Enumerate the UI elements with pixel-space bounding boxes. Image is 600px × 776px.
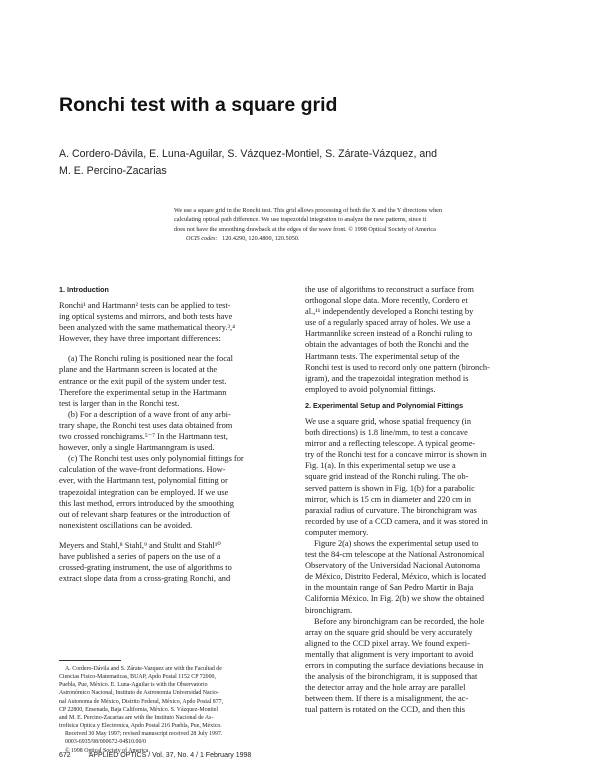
paragraph (59, 540, 298, 584)
ocis-label: OCIS codes: (186, 234, 218, 242)
text-line: al.,¹¹ independently developed a Ronchi testing by (305, 307, 474, 317)
text-line: the detector array and the hole array are parallel (305, 683, 466, 693)
footnote-line: trofisica Optica y Electronica, Apdo Postal 216 Puebla, Pue, México. (59, 723, 222, 730)
abstract-line: calculating optical path difference. We use trapezoidal integration to analyze the new patterns, since it (174, 216, 427, 224)
text-line: (a) The Ronchi ruling is positioned near the focal (68, 354, 233, 364)
text-line: the use of algorithms to reconstruct a surface from (305, 285, 474, 294)
text-line: use of a regularly spaced array of holes. We use a (305, 318, 471, 328)
text-line: aligned to the CCD pixel array. We found experi- (305, 638, 470, 648)
list-item-a (59, 353, 298, 408)
abstract (174, 206, 546, 243)
text-line: between them. If there is a misalignment, the ac- (305, 694, 469, 704)
text-line: have published a series of papers on the use of a (59, 551, 221, 561)
list-item-b (59, 409, 298, 453)
text-line: computer memory. (305, 527, 369, 537)
author-list (59, 146, 479, 180)
paragraph (305, 616, 544, 716)
right-column (305, 284, 544, 715)
text-line: However, they have three important differences: (59, 334, 221, 344)
text-line: Figure 2(a) shows the experimental setup used to (314, 538, 479, 548)
author-line: A. Cordero-Dávila, E. Luna-Aguilar, S. Vázquez-Montiel, S. Zárate-Vázquez, and (59, 148, 438, 160)
text-line: entrance or the exit pupil of the system under test. (59, 376, 227, 386)
text-line: in the mountain range of San Pedro Martir in Baja (305, 583, 474, 593)
footnote-line: and M. E. Percino-Zacarias are with the Instituto Nacional de As- (59, 714, 214, 721)
text-line: served pattern is shown in Fig. 1(b) for a parabolic (305, 483, 475, 493)
text-line: California México. In Fig. 2(b) we show the obtained (305, 594, 485, 604)
text-line: bironchigram. (305, 605, 353, 615)
text-line: (b) For a description of a wave front of any arbi- (68, 409, 231, 419)
section-heading-introduction: 1. Introduction (59, 285, 109, 294)
text-line: paraxial radius of curvature. The bironchigram was (305, 505, 477, 515)
page-footer (59, 752, 251, 759)
text-line: both directions) is 1.8 line/mm, to test a concave (305, 428, 468, 438)
text-line: crossed-grating instrument, the use of algorithms to (59, 563, 232, 573)
text-line: Fig. 1(a). In this experimental setup we use a (305, 461, 456, 471)
text-line: been analyzed with the same mathematical theory.³,⁴ (59, 323, 236, 333)
text-line: test is larger than in the Ronchi test. (59, 398, 180, 408)
text-line: nonexistent oscillations can be avoided. (59, 520, 193, 530)
text-line: trary shape, the Ronchi test uses data obtained from (59, 420, 233, 430)
text-line: Observatory of the Universidad Nacional Autonoma (305, 561, 481, 571)
text-line: (c) The Ronchi test uses only polynomial fittings for (68, 454, 244, 464)
text-line: tual pattern is rotated on the CCD, and then this (305, 705, 466, 715)
text-line: square grid instead of the Ronchi ruling. The ob- (305, 472, 469, 482)
footnote-line: © 1998 Optical Society of America (65, 747, 149, 754)
left-column (59, 284, 298, 584)
text-line: mirror and a reflecting telescope. A typical geome- (305, 439, 476, 449)
text-line: Therefore the experimental setup in the Hartmann (59, 387, 227, 397)
text-line: out of relevant sharp features or the introduction of (59, 509, 231, 519)
affiliation-footnote (59, 665, 298, 755)
text-line: obtain the advantages of both the Ronchi and the (305, 340, 469, 350)
footnote-line: Ciencias Fisico-Matematicas, BUAP, Apdo Postal 1152 CP 72000, (59, 674, 216, 681)
text-line: errors in computing the surface deviations because in (305, 661, 484, 670)
footnote-line: A. Cordero-Dávila and S. Zárate-Vazquez are with the Facultad de (65, 666, 222, 672)
text-line: igram), and the trapezoidal integration method is (305, 373, 469, 383)
text-line: Meyers and Stahl,⁸ Stahl,⁹ and Stultt and Stahl¹⁰ (59, 540, 221, 550)
footnote-line: CP 22800, Ensenada, Baja California, México. S. Vázquez-Montiel (59, 706, 219, 713)
text-line: plane and the Hartmann screen is located at the (59, 365, 218, 375)
footnote-line: nal Autonoma de México, Distrito Federal, México, Apdo Postal 877, (59, 698, 224, 705)
abstract-line: does not have the smoothing drawback at the edges of the wave front. © 1998 Optical Society of America (174, 225, 436, 233)
author-line: M. E. Percino-Zacarias (59, 165, 167, 177)
paragraph (59, 300, 298, 344)
text-line: de México, Distrito Federal, México, which is located (305, 572, 486, 582)
paragraph (305, 284, 544, 395)
paper-title: Ronchi test with a square grid (59, 94, 338, 116)
text-line: calculation of the wave-front deformations. How- (59, 465, 226, 475)
ocis-codes (174, 234, 546, 243)
page-number: 672 (59, 752, 71, 759)
text-line: however, only a single Hartmanngram is used. (59, 443, 215, 453)
text-line: ing optical systems and mirrors, and both tests have (59, 312, 233, 322)
text-line: mirror, which is 15 cm in diameter and 220 cm in (305, 494, 471, 504)
text-line: Ronchi¹ and Hartmann² tests can be applied to test- (59, 301, 231, 310)
footnote-divider (59, 660, 121, 661)
paragraph (305, 538, 544, 616)
list-item-c (59, 453, 298, 531)
text-line: two crossed ronchigrams.⁵⁻⁷ In the Hartmann test, (59, 432, 228, 442)
text-line: We use a square grid, whose spatial frequency (in (305, 416, 472, 426)
journal-citation: APPLIED OPTICS / Vol. 37, No. 4 / 1 February 1998 (88, 752, 252, 759)
footnote-line: 0003-6935/98/000672-04$10.00/0 (65, 739, 146, 746)
text-line: the analysis of the bironchigram, it is supposed that (305, 672, 478, 682)
text-line: Ronchi test is used to record only one pattern (bironch- (305, 362, 490, 372)
text-line: this last method, errors introduced by the smoothing (59, 498, 234, 508)
text-line: extract slope data from a cross-grating Ronchi, and (59, 574, 231, 584)
text-line: Before any bironchigram can be recorded, the hole (314, 616, 485, 626)
text-line: test the 84-cm telescope at the National Astronomical (305, 550, 485, 560)
footnote-line: Received 30 May 1997; revised manuscript received 28 July 1997. (65, 731, 223, 738)
text-line: ever, with the Hartmann test, polynomial fitting or (59, 476, 228, 486)
ocis-values: 120.4290, 120.4800, 120.5050. (222, 234, 300, 242)
text-line: Hartmannlike screen instead of a Ronchi ruling to (305, 329, 473, 339)
footnote-line: Astronómico Nacional, Instituto de Astronomia Universidad Nacio- (59, 690, 219, 697)
footnote-line: Puebla, Pue, México. E. Luna-Aguilar is with the Observatorio (59, 682, 208, 689)
text-line: orthogonal slope data. More recently, Cordero et (305, 296, 468, 306)
text-line: recorded by use of a CCD camera, and it was stored in (305, 516, 488, 526)
text-line: trapezoidal integration can be employed. If we use (59, 487, 229, 497)
section-heading-experimental-setup: 2. Experimental Setup and Polynomial Fittings (305, 400, 464, 410)
text-line: try of the Ronchi test for a concave mirror is shown in (305, 450, 487, 460)
text-line: mentally that alignment is very important to avoid (305, 649, 474, 659)
paragraph (305, 416, 544, 538)
text-line: employed to avoid polynomial fittings. (305, 384, 436, 394)
text-line: Hartmann tests. The experimental setup of the (305, 351, 460, 361)
abstract-line: We use a square grid in the Ronchi test. This grid allows processing of both the X and the Y directions when (174, 207, 443, 214)
text-line: array on the square grid should be very accurately (305, 627, 473, 637)
